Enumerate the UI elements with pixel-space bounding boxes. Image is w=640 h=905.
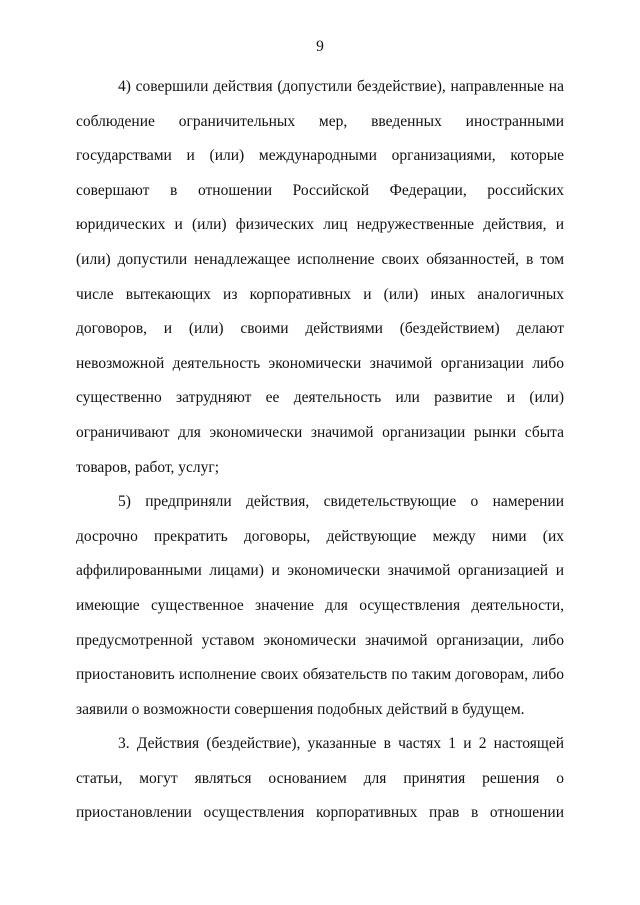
document-body xyxy=(76,70,564,831)
page-number: 9 xyxy=(316,38,324,55)
paragraph-item-4: 4) совершили действия (допустили бездействие), направленные на соблюдение ограничительных мер, введенных иностранными государствами и (или) международными организациями, которые совершают в отношении Российской Федерации, российских юридических и (или) физических лиц недружественные действия, и (или) допустили ненадлежащее исполнение своих обязанностей, в том числе вытекающих из корпоративных и (или) иных аналогичных договоров, и (или) своими действиями (бездействием) делают невозможной деятельность экономически значимой организации либо существенно затрудняют ее деятельность или развитие и (или) ограничивают для экономически значимой организации рынки сбыта товаров, работ, услуг; xyxy=(76,78,564,476)
paragraph-item-5: 5) предприняли действия, свидетельствующие о намерении досрочно прекратить договоры, действующие между ними (их аффилированными лицами) и экономически значимой организацией и имеющие существенное значение для осуществления деятельности, предусмотренной уставом экономически значимой организации, либо приостановить исполнение своих обязательств по таким договорам, либо заявили о возможности совершения подобных действий в будущем. xyxy=(76,493,564,718)
paragraph-part-3: 3. Действия (бездействие), указанные в частях 1 и 2 настоящей статьи, могут являться основанием для принятия решения о приостановлении осуществления корпоративных прав в отношении xyxy=(76,735,564,822)
